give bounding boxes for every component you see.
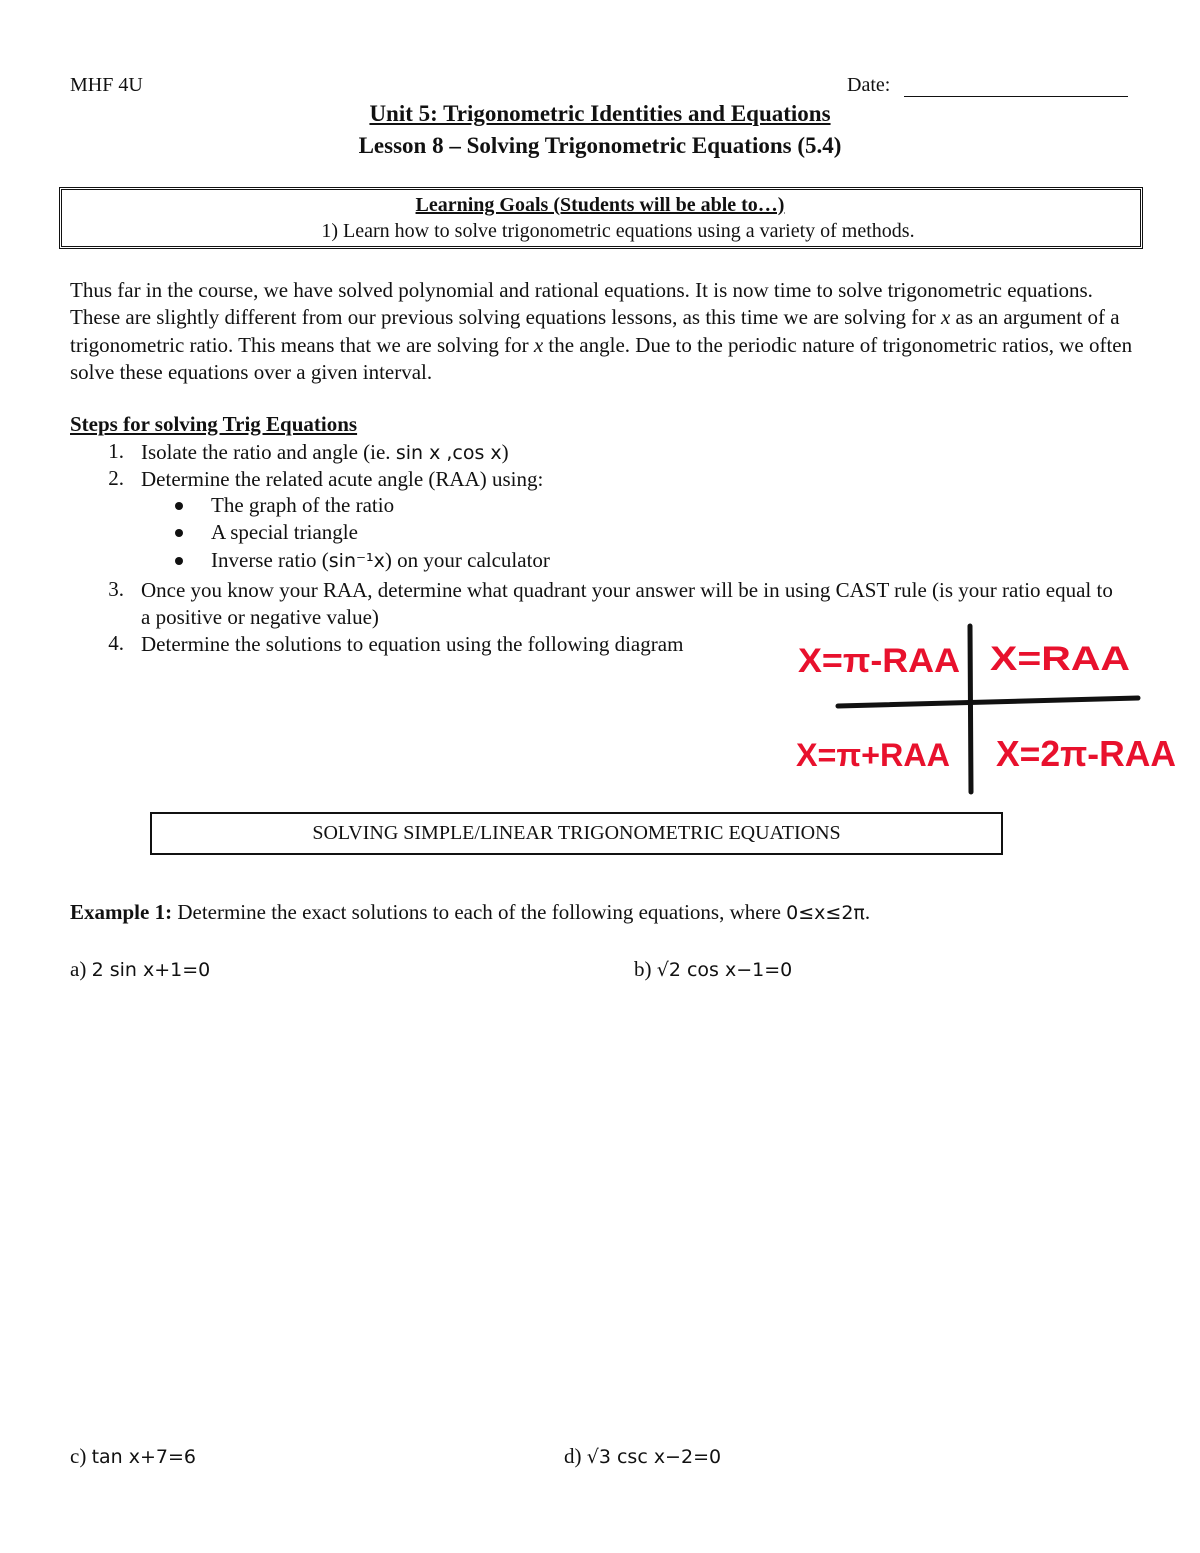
question-a [70, 957, 210, 982]
bullet-inverse-ratio [211, 548, 550, 573]
learning-goals-heading: Learning Goals (Students will be able to…) [415, 194, 785, 216]
bullet-dot [175, 557, 183, 565]
intro-text-3: the angle. Due to the periodic nature of trigonometric ratios, we often solve these equations over a given interval. [70, 332, 1133, 384]
intro-text-1: Thus far in the course, we have solved polynomial and rational equations. It is now time to solve trigonometric equations. These are slightly different from our previous solving equations lessons, as this time we are solving for [70, 278, 1093, 330]
date-label: Date: [847, 74, 891, 96]
bullet-special-triangle: A special triangle [211, 520, 358, 544]
step-1-math: sin x ,cos x [395, 442, 502, 464]
intro-text-2: as an argument of a trigonometric ratio. This means that we are solving for [70, 305, 1120, 357]
example-1-interval: 0≤x≤2π [786, 902, 865, 924]
example-1-period: . [864, 900, 871, 924]
question-d [564, 1444, 721, 1469]
step-number: 2. [108, 466, 124, 490]
learning-goal-item: 1) Learn how to solve trigonometric equations using a variety of methods. [321, 220, 915, 242]
step-text [141, 439, 1121, 467]
step-1-text: Isolate the ratio and angle (ie. [141, 440, 396, 464]
quadrant-2-formula: X=π-RAA [798, 642, 960, 680]
step-1-close: ) [501, 440, 509, 464]
steps-heading: Steps for solving Trig Equations [70, 412, 358, 436]
question-c-equation: tan x+7=6 [91, 1446, 197, 1468]
bullet-graph: The graph of the ratio [211, 493, 395, 517]
question-b-label: b) [634, 957, 657, 981]
question-c [70, 1444, 196, 1469]
section-title: SOLVING SIMPLE/LINEAR TRIGONOMETRIC EQUATIONS [150, 812, 1003, 855]
example-1-prompt [70, 900, 870, 925]
step-number: 4. [108, 631, 124, 655]
step-text: Determine the related acute angle (RAA) using: [141, 467, 544, 491]
quadrant-4-formula: X=2π-RAA [996, 733, 1176, 774]
diagram-horizontal-axis [838, 698, 1138, 706]
unit-title: Unit 5: Trigonometric Identities and Equations [369, 101, 831, 126]
step-number: 1. [108, 439, 124, 463]
bullet-inverse-end: ) on your calculator [384, 548, 550, 572]
intro-var-x: x [940, 305, 951, 330]
step-number: 3. [108, 577, 124, 601]
bullet-inverse-math: sin⁻¹x [328, 550, 385, 572]
date-blank-line [904, 96, 1128, 97]
bullet-dot [175, 502, 183, 510]
course-code: MHF 4U [70, 74, 143, 96]
quadrant-diagram [790, 620, 1190, 800]
quadrant-3-formula: X=π+RAA [796, 737, 950, 773]
step-text: Once you know your RAA, determine what quadrant your answer will be in using CAST rule (is your ratio equal to a positive or negative value) [141, 578, 1113, 629]
example-1-text: Determine the exact solutions to each of the following equations, where [172, 900, 787, 924]
bullet-inverse-text: Inverse ratio ( [211, 548, 329, 572]
diagram-vertical-axis [970, 626, 971, 792]
quadrant-1-formula: X=RAA [990, 640, 1130, 678]
question-b-equation: √2 cos x−1=0 [656, 959, 793, 981]
intro-var-x: x [533, 332, 544, 357]
question-b [634, 957, 792, 982]
question-a-label: a) [70, 957, 92, 981]
question-d-equation: √3 csc x−2=0 [586, 1446, 722, 1468]
question-c-label: c) [70, 1444, 92, 1468]
bullet-dot [175, 529, 183, 537]
example-1-label: Example 1: [70, 900, 173, 924]
question-a-equation: 2 sin x+1=0 [91, 959, 211, 981]
question-d-label: d) [564, 1444, 587, 1468]
lesson-title: Lesson 8 – Solving Trigonometric Equations (5.4) [358, 133, 842, 158]
step-text: Determine the solutions to equation using the following diagram [141, 632, 684, 656]
intro-paragraph [70, 277, 1140, 386]
